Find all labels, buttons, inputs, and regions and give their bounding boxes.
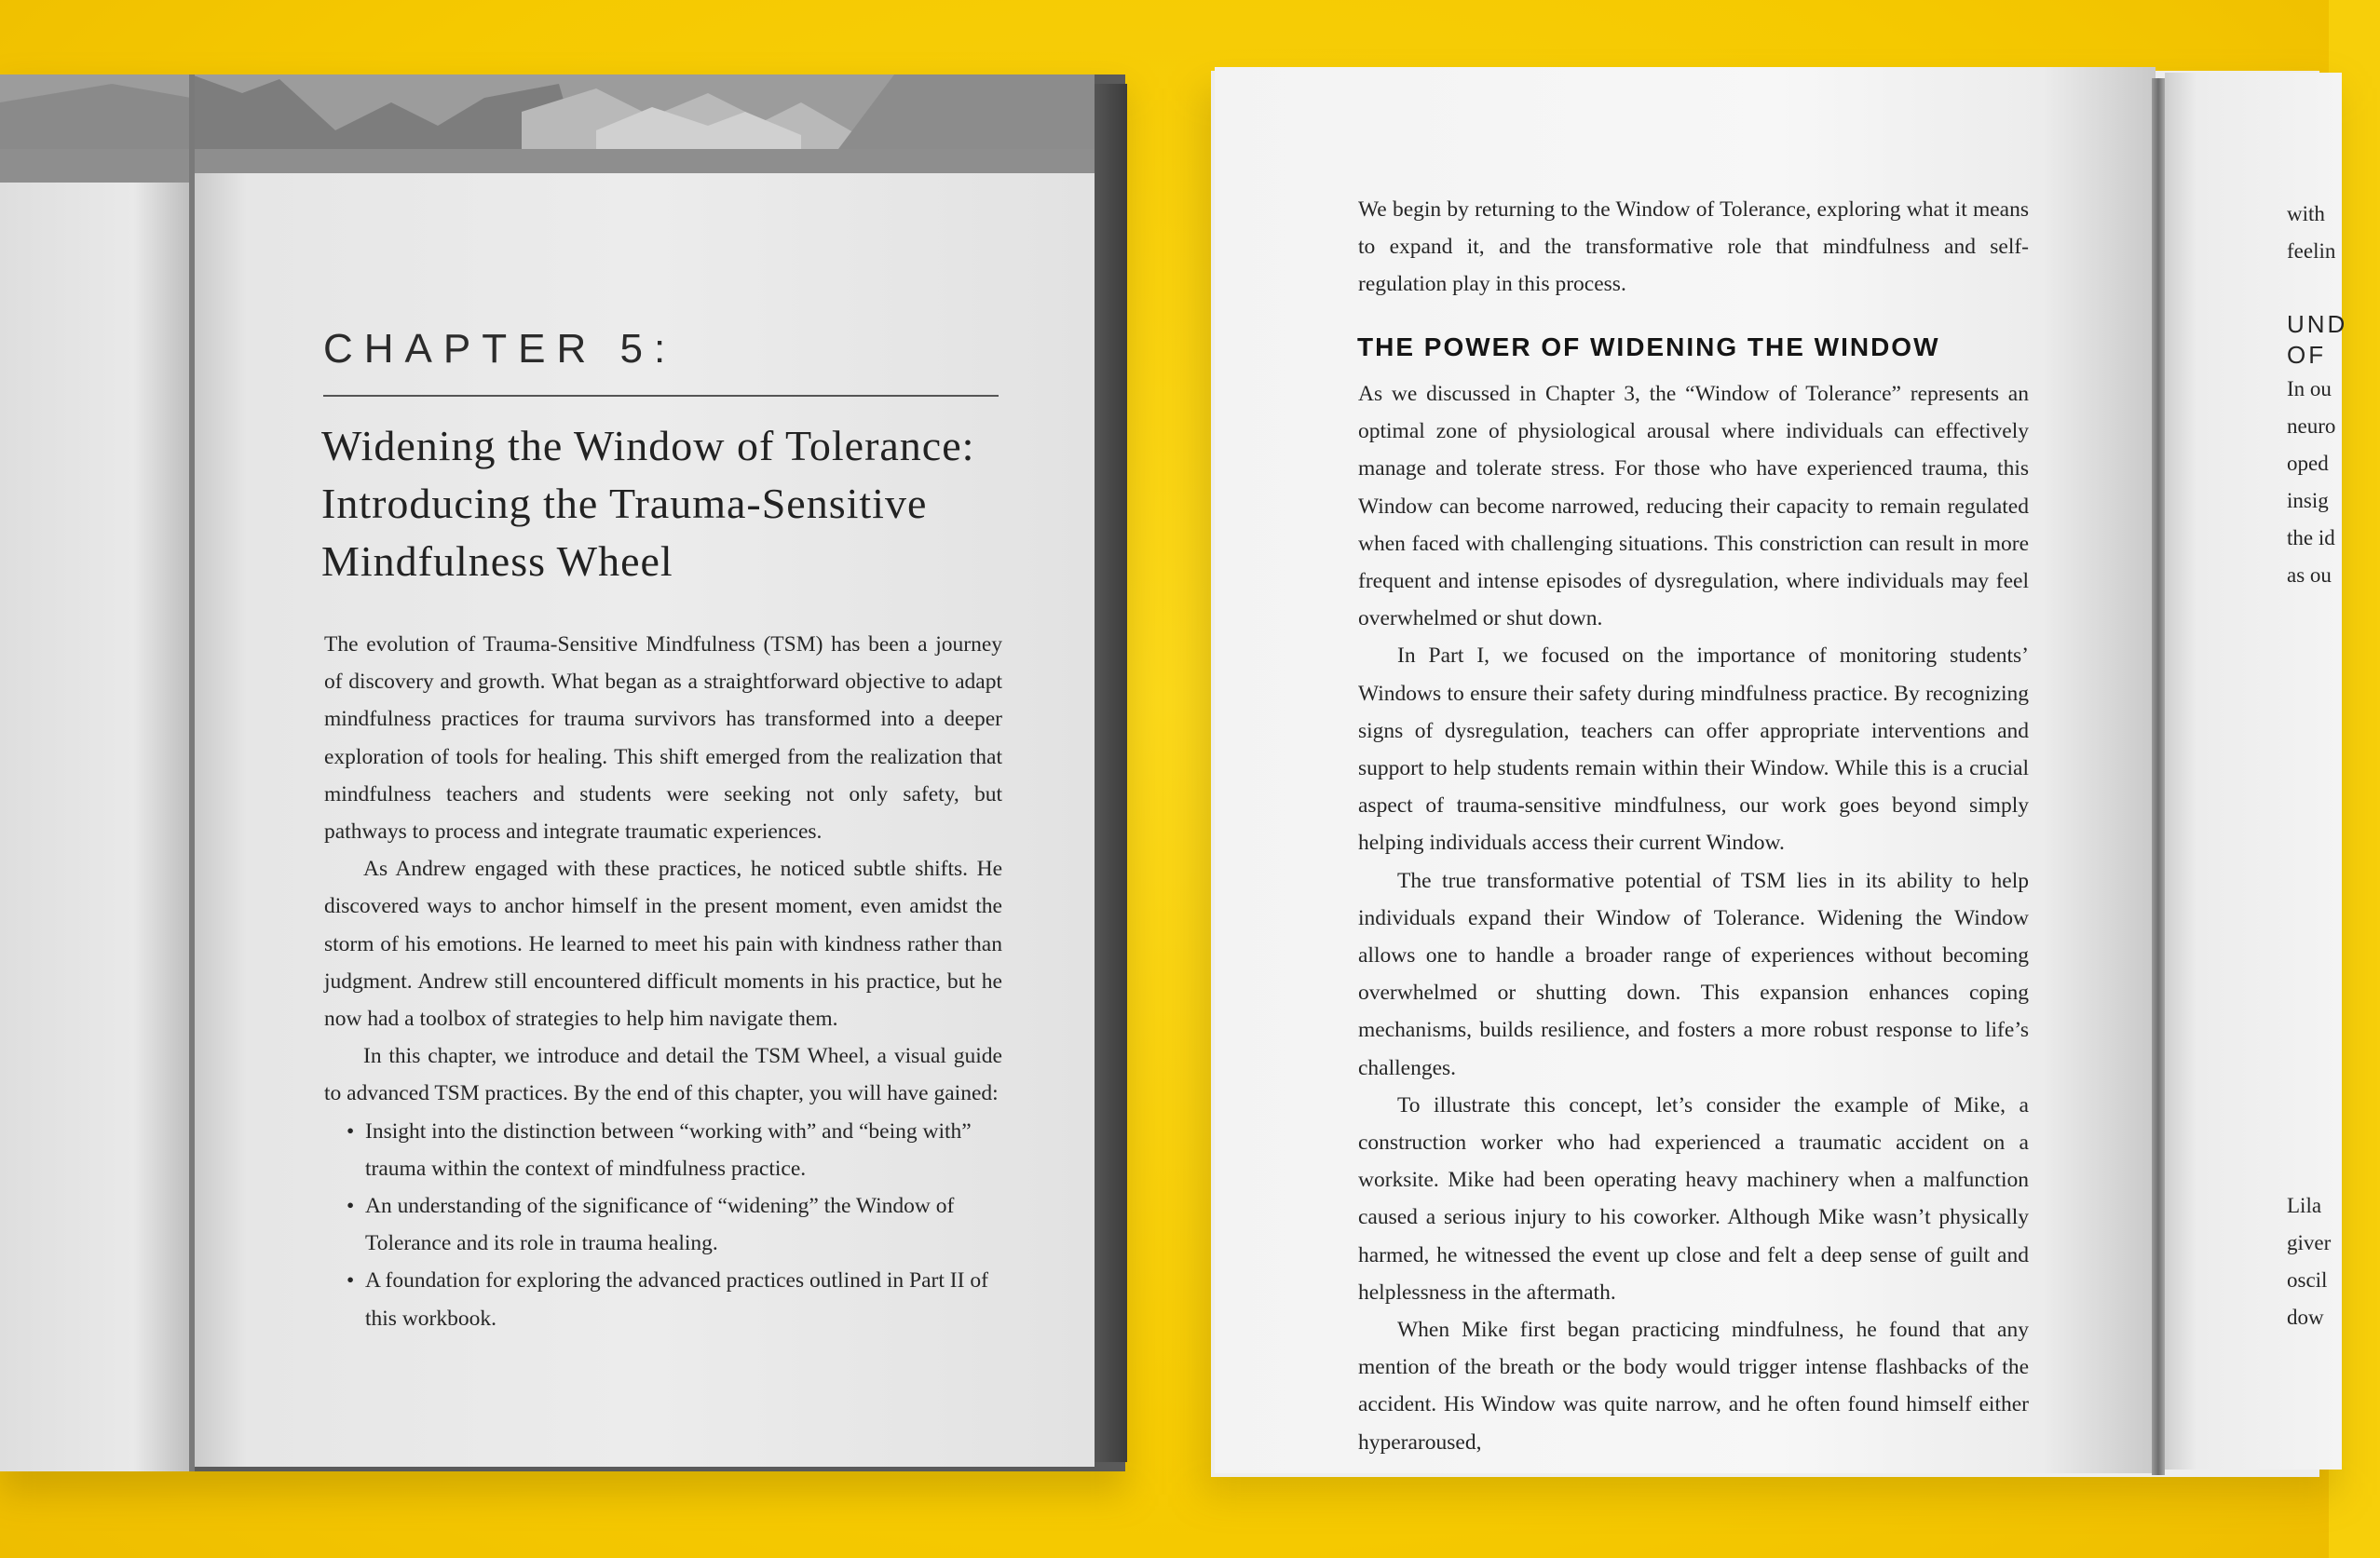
banner-strip: [193, 149, 1095, 173]
body-paragraph: The true transformative potential of TSM lies in its ability to help individuals expand their Window of Tolerance. Widening the Window allows one to handle a broader range of experiences without becoming overwhelmed or shutting down. This expansion enhances coping mechanisms, builds resilience, and fosters a more robust response to life’s challenges.: [1358, 868, 2029, 1080]
chapter-title-line: Introducing the Trauma-Sensitive: [321, 480, 928, 527]
mountain-banner-image: [0, 75, 1095, 149]
intro-block: [1358, 191, 2029, 304]
body-paragraph: When Mike first began practicing mindfulness, he found that any mention of the breath or the body would trigger intense flashbacks of the accident. His Window was quite narrow, and he often found himself either hyperaroused,: [1358, 1318, 2029, 1455]
body-paragraph: As Andrew engaged with these practices, he noticed subtle shifts. He discovered ways to anchor himself in the present moment, even amidst the storm of his emotions. He learned to meet his pain with kindness rather than judgment. Andrew still encountered difficult moments in his practice, but he now had a toolbox of strategies to help him navigate them.: [324, 857, 1002, 1032]
bullet-list: [324, 1113, 1002, 1337]
bullet-item: • Insight into the distinction between “working with” and “being with” trauma within the context of mindfulness practice.: [324, 1113, 1002, 1187]
facing-page-heading: UND OF: [2287, 310, 2348, 369]
section-heading: THE POWER OF WIDENING THE WINDOW: [1357, 332, 1940, 361]
bullet-glyph: •: [347, 1118, 355, 1144]
chapter-label: CHAPTER 5:: [323, 326, 677, 372]
bullet-item: • A foundation for exploring the advanced practices outlined in Part II of this workbook.: [324, 1262, 1002, 1336]
facing-page-text-top: with feelin: [2287, 202, 2336, 263]
right-open-book: [1202, 0, 2348, 1558]
chapter-title: [321, 417, 1011, 590]
body-paragraph: In this chapter, we introduce and detail the TSM Wheel, a visual guide to advanced TSM practices. By the end of this chapter, you will have gained:: [324, 1044, 1002, 1106]
bullet-glyph: •: [347, 1268, 355, 1294]
left-book-edge: [1095, 84, 1127, 1462]
body-paragraph: To illustrate this concept, let’s consider the example of Mike, a construction worker who had experienced a traumatic accident on a worksite. Mike had been operating heavy machinery when a malfunction caused a serious injury to his coworker. Although Mike wasn’t physically harmed, he witnessed the event up close and felt a deep sense of guilt and helplessness in the aftermath.: [1358, 1092, 2029, 1305]
facing-page-text-bottom: Lila giver oscil dow: [2287, 1194, 2332, 1329]
body-paragraph: As we discussed in Chapter 3, the “Window of Tolerance” represents an optimal zone of physiological arousal where individuals can effectively manage and tolerate stress. For those who have experienced trauma, this Window can become narrowed, reducing their capacity to remain regulated when faced with challenging situations. This constriction can result in more frequent and intense episodes of dysregulation, where individuals may feel overwhelmed or shut down.: [1358, 382, 2029, 631]
section-body: [1358, 375, 2029, 1461]
body-paragraph: In Part I, we focused on the importance of monitoring students’ Windows to ensure their safety during mindfulness practice. By recognizing signs of dysregulation, teachers can offer appropriate interventions and support to help students remain within their Window. While this is a crucial aspect of trauma-sensitive mindfulness, our work goes beyond simply helping individuals access their current Window.: [1358, 644, 2029, 856]
left-verso-page: [0, 149, 191, 1471]
left-book-gutter: [189, 75, 195, 1471]
right-book-gutter: [2152, 78, 2165, 1475]
intro-paragraph: We begin by returning to the Window of Tolerance, exploring what it means to expand it, and the transformative role that mindfulness and self-regulation play in this process.: [1358, 197, 2029, 297]
bullet-glyph: •: [347, 1194, 355, 1219]
bullet-item: • An understanding of the significance of “widening” the Window of Tolerance and its role in trauma healing.: [324, 1187, 1002, 1262]
facing-page-text-middle: In ou neuro oped insig the id as ou: [2287, 377, 2336, 587]
chapter-rule: [323, 395, 999, 397]
left-open-book: [0, 0, 1136, 1558]
banner-strip-verso: [0, 149, 191, 183]
chapter-title-line: Mindfulness Wheel: [321, 537, 673, 585]
chapter-body: [324, 626, 1002, 1337]
body-paragraph: The evolution of Trauma-Sensitive Mindfulness (TSM) has been a journey of discovery and growth. What began as a straightforward objective to adapt mindfulness practices for trauma survivors has transformed into a deeper exploration of tools for healing. This shift emerged from the realization that mindfulness teachers and students were seeking not only safety, but pathways to process and integrate traumatic experiences.: [324, 632, 1002, 845]
chapter-title-line: Widening the Window of Tolerance:: [321, 422, 975, 469]
